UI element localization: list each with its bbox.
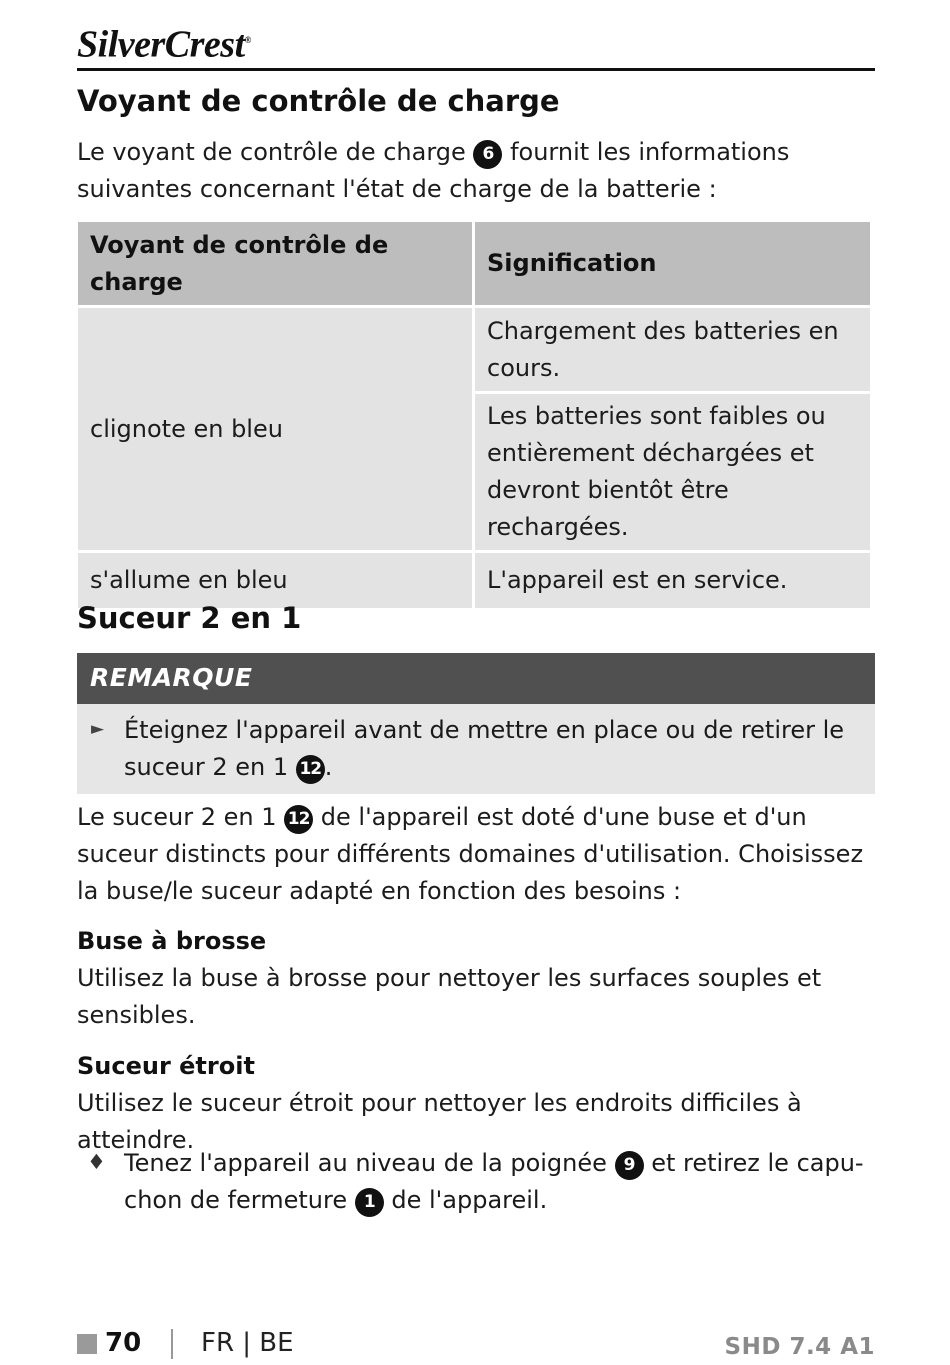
step-part1: Tenez l'appareil au niveau de la poignée (124, 1149, 607, 1177)
diamond-bullet-icon: ♦ (87, 1150, 106, 1174)
brush-nozzle-text: Utilisez la buse à brosse pour nettoyer les surfaces souples et sensibles. (77, 964, 822, 1029)
table-header-meaning: Signification (475, 222, 870, 305)
footer-square-icon (77, 1334, 97, 1354)
arrow-right-icon: ► (91, 719, 105, 739)
remark-text (124, 712, 864, 786)
table-cell-indicator-blinking: clignote en bleu (78, 308, 472, 550)
remark-body (77, 704, 875, 794)
page-footer (77, 1326, 875, 1362)
page-number: 70 (105, 1328, 142, 1358)
ref-number-9: 9 (615, 1151, 644, 1180)
brand-second: Crest (164, 23, 245, 66)
brand-logo (77, 20, 251, 65)
footer-model: SHD 7.4 A1 (724, 1334, 875, 1360)
table-cell-meaning-charging: Chargement des batteries en cours. (475, 308, 870, 391)
table-header-indicator: Voyant de contrôle de charge (78, 222, 472, 305)
ref-number-12: 12 (284, 805, 313, 834)
section-title-charge-indicator: Voyant de contrôle de charge (77, 84, 560, 118)
charge-intro-paragraph (77, 134, 875, 208)
table-cell-meaning-low-battery: Les batteries sont faibles ou entièrement déchargées et devront bientôt être rechargées. (475, 394, 870, 550)
step-part3: de l'appareil. (391, 1186, 548, 1214)
charge-intro-after: fournit les informations suivantes concernant l'état de charge de la batterie : (77, 138, 790, 203)
ref-number-6: 6 (473, 140, 502, 169)
nozzle-paragraph-after: de l'appareil est doté d'une buse et d'un suceur distincts pour différents domaines d'utilisation. Choisissez la buse/le suceur adapté en fonction des besoins : (77, 803, 864, 905)
footer-divider (171, 1329, 173, 1359)
nozzle-paragraph-before: Le suceur 2 en 1 (77, 803, 277, 831)
remark-title: REMARQUE (90, 663, 253, 692)
step-instruction (124, 1145, 864, 1219)
brand-first: Silver (77, 23, 165, 66)
table-header-row (78, 222, 870, 305)
crevice-nozzle-text: Utilisez le suceur étroit pour nettoyer les endroits difficiles à atteindre. (77, 1089, 802, 1154)
ref-number-12: 12 (296, 755, 325, 784)
header-rule (77, 68, 875, 71)
brand-mark: ® (244, 35, 251, 45)
footer-language: FR | BE (201, 1328, 294, 1358)
remark-before: Éteignez l'appareil avant de mettre en place ou de retirer le suceur 2 en 1 (124, 716, 845, 781)
table-row (78, 308, 870, 391)
remark-after: . (324, 753, 333, 781)
ref-number-1: 1 (355, 1188, 384, 1217)
section-title-2in1-nozzle: Suceur 2 en 1 (77, 601, 302, 635)
remark-header (77, 653, 875, 704)
subheading-crevice-nozzle: Suceur étroit (77, 1052, 255, 1080)
table-cell-indicator-steady: s'allume en bleu (78, 553, 472, 608)
nozzle-paragraph (77, 799, 875, 910)
charge-indicator-table (75, 219, 873, 611)
table-cell-meaning-in-service: L'appareil est en service. (475, 553, 870, 608)
step-part2: et retirez le capuchon de fermeture (124, 1149, 864, 1214)
charge-intro-before: Le voyant de contrôle de charge (77, 138, 466, 166)
subheading-brush-nozzle: Buse à brosse (77, 927, 267, 955)
